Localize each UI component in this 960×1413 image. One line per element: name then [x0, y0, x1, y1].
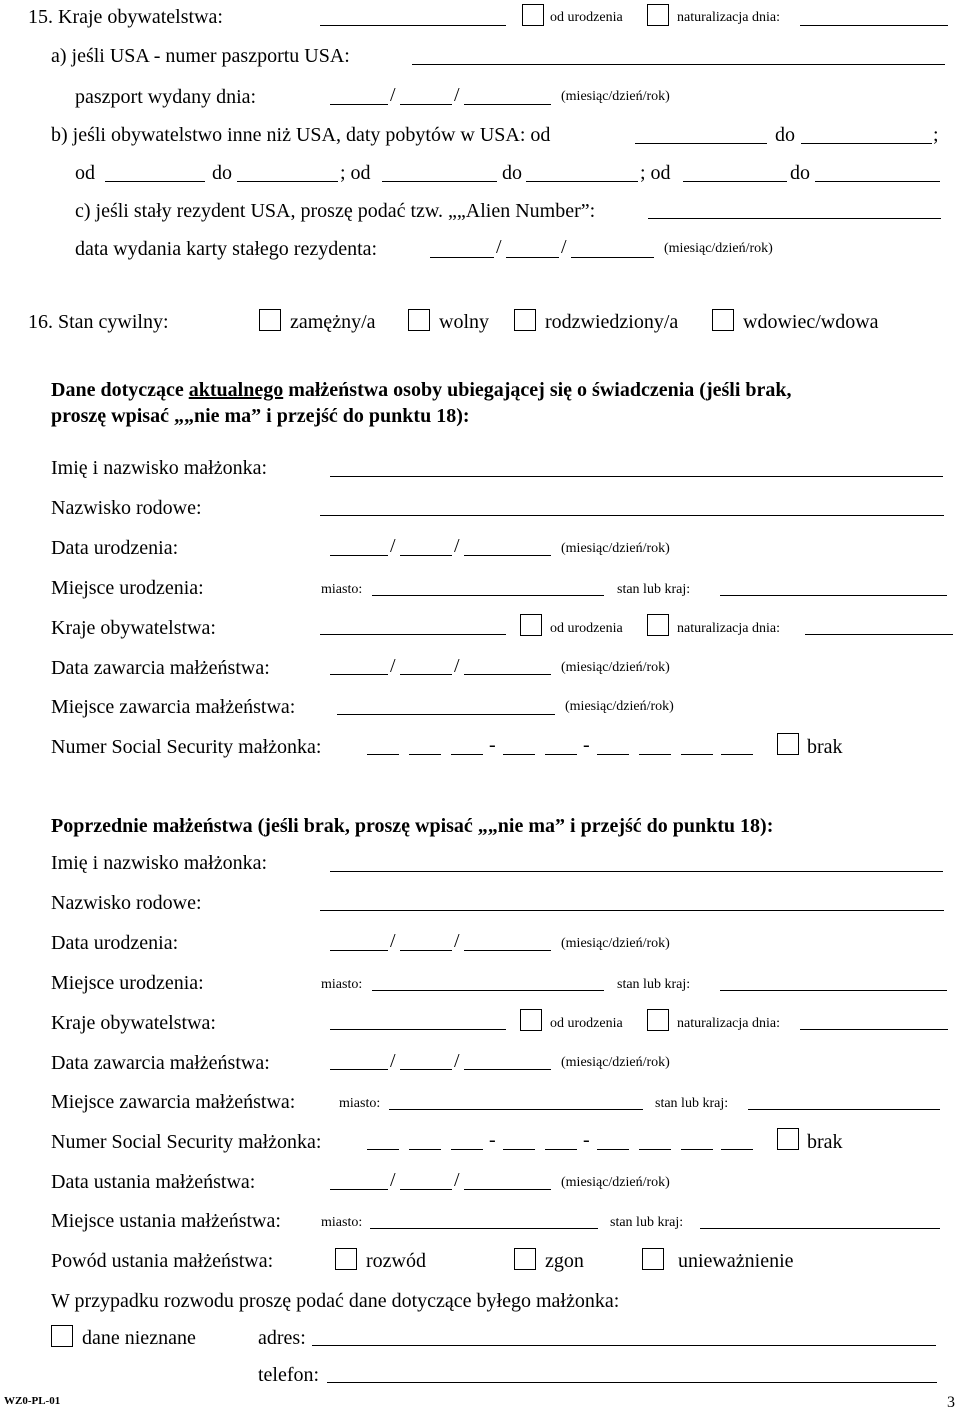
- prev-maiden-name-label: Nazwisko rodowe:: [51, 892, 202, 914]
- marriage-place-field[interactable]: [337, 714, 555, 715]
- prev-spouse-name-label: Imię i nazwisko małżonka:: [51, 852, 268, 874]
- date-format-hint: (miesiąc/dzień/rok): [561, 89, 670, 104]
- from-birth-checkbox[interactable]: [520, 614, 542, 636]
- citizenship-label: Kraje obywatelstwa:: [51, 617, 216, 639]
- slash: /: [390, 1169, 396, 1191]
- naturalization-checkbox[interactable]: [647, 1009, 669, 1031]
- prev-birth-country-field[interactable]: [720, 990, 947, 991]
- alien-number-label: c) jeśli stały rezydent USA, proszę podać tzw. „„Alien Number”:: [75, 200, 596, 222]
- prev-citizenship-field[interactable]: [330, 1029, 506, 1030]
- od-label: od: [75, 162, 95, 184]
- slash: /: [561, 236, 567, 258]
- ssn-dash: -: [583, 1129, 590, 1151]
- dissolution-date-label: Data ustania małżeństwa:: [51, 1171, 256, 1193]
- slash: /: [454, 1050, 460, 1072]
- date-format-hint: (miesiąc/dzień/rok): [561, 1055, 670, 1070]
- birth-city-field[interactable]: [372, 595, 604, 596]
- prev-birth-day-field[interactable]: [400, 950, 452, 951]
- from-birth-label: od urodzenia: [550, 621, 623, 636]
- slash: /: [454, 535, 460, 557]
- slash: /: [390, 1050, 396, 1072]
- ssn-digit-6[interactable]: [597, 754, 629, 755]
- married-checkbox[interactable]: [259, 309, 281, 331]
- ssn-label: Numer Social Security małżonka:: [51, 736, 322, 758]
- prev-marriage-day-field[interactable]: [400, 1069, 452, 1070]
- dissolution-reason-label: Powód ustania małżeństwa:: [51, 1250, 274, 1272]
- marriage-place-label: Miejsce zawarcia małżeństwa:: [51, 696, 296, 718]
- alien-number-field[interactable]: [648, 218, 941, 219]
- birth-day-field[interactable]: [400, 555, 452, 556]
- ssn-digit-2[interactable]: [409, 754, 441, 755]
- birth-date-label: Data urodzenia:: [51, 537, 179, 559]
- prev-marriage-month-field[interactable]: [330, 1069, 388, 1070]
- birth-country-field[interactable]: [720, 595, 947, 596]
- stay-to-field-2[interactable]: [237, 181, 338, 182]
- do-label: do: [775, 124, 795, 146]
- dissolution-country-field[interactable]: [700, 1228, 940, 1229]
- widowed-checkbox[interactable]: [712, 309, 734, 331]
- from-birth-label: od urodzenia: [550, 10, 623, 25]
- spouse-name-field[interactable]: [330, 476, 943, 477]
- do-label: do: [790, 162, 810, 184]
- prev-ssn-digit-1[interactable]: [367, 1149, 399, 1150]
- prev-marriage-country-field[interactable]: [748, 1109, 940, 1110]
- spouse-citizenship-field[interactable]: [320, 634, 506, 635]
- prev-marriage-city-field[interactable]: [389, 1109, 643, 1110]
- date-format-hint: (miesiąc/dzień/rok): [561, 660, 670, 675]
- death-checkbox[interactable]: [514, 1248, 536, 1270]
- prev-birth-year-field[interactable]: [464, 950, 551, 951]
- semi-od-label: ; od: [640, 162, 671, 184]
- ssn-dash: -: [583, 734, 590, 756]
- do-label: do: [212, 162, 232, 184]
- stay-to-field-4[interactable]: [815, 181, 940, 182]
- dissolution-place-label: Miejsce ustania małżeństwa:: [51, 1210, 281, 1232]
- marriage-month-field[interactable]: [330, 674, 388, 675]
- address-field[interactable]: [312, 1345, 936, 1346]
- city-label: miasto:: [339, 1096, 381, 1111]
- prev-citizenship-label: Kraje obywatelstwa:: [51, 1012, 216, 1034]
- page-number: 3: [947, 1394, 955, 1411]
- prev-birth-city-field[interactable]: [372, 990, 604, 991]
- slash: /: [390, 535, 396, 557]
- address-label: adres:: [258, 1327, 306, 1349]
- unknown-data-checkbox[interactable]: [51, 1325, 73, 1347]
- prev-marriage-date-label: Data zawarcia małżeństwa:: [51, 1052, 270, 1074]
- annulment-label: unieważnienie: [678, 1250, 794, 1272]
- semicolon: ;: [933, 124, 939, 146]
- birth-month-field[interactable]: [330, 555, 388, 556]
- single-label: wolny: [439, 311, 489, 333]
- marriage-day-field[interactable]: [400, 674, 452, 675]
- ssn-digit-7[interactable]: [639, 754, 671, 755]
- green-card-year-field[interactable]: [571, 257, 654, 258]
- single-checkbox[interactable]: [408, 309, 430, 331]
- spouse-name-label: Imię i nazwisko małżonka:: [51, 457, 268, 479]
- semi-od-label: ; od: [340, 162, 371, 184]
- phone-field[interactable]: [327, 1382, 937, 1383]
- usa-passport-field[interactable]: [412, 64, 945, 65]
- green-card-date-label: data wydania karty stałego rezydenta:: [75, 238, 378, 260]
- prev-marriage-year-field[interactable]: [464, 1069, 551, 1070]
- section-15-title: 15. Kraje obywatelstwa:: [28, 6, 223, 28]
- passport-month-field[interactable]: [330, 104, 388, 105]
- annulment-checkbox[interactable]: [642, 1248, 664, 1270]
- stay-to-field-1[interactable]: [801, 143, 932, 144]
- ssn-dash: -: [489, 734, 496, 756]
- previous-marriages-heading: Poprzednie małżeństwa (jeśli brak, proszę wpisać „„nie ma” i przejść do punktu 18):: [51, 815, 774, 837]
- naturalization-label: naturalizacja dnia:: [677, 1016, 780, 1031]
- widowed-label: wdowiec/wdowa: [743, 311, 879, 333]
- divorced-label: rodzwiedziony/a: [545, 311, 679, 333]
- birth-place-label: Miejsce urodzenia:: [51, 577, 204, 599]
- dissolution-year-field[interactable]: [464, 1189, 551, 1190]
- state-country-label: stan lub kraj:: [655, 1096, 729, 1111]
- slash: /: [454, 655, 460, 677]
- divorced-checkbox[interactable]: [514, 309, 536, 331]
- stay-from-field-4[interactable]: [683, 181, 787, 182]
- form-code: WZ0-PL-01: [4, 1395, 61, 1407]
- city-label: miasto:: [321, 1215, 363, 1230]
- prev-birth-date-label: Data urodzenia:: [51, 932, 179, 954]
- ssn-digit-9[interactable]: [721, 754, 753, 755]
- naturalization-date-field[interactable]: [805, 634, 953, 635]
- prev-ssn-digit-3[interactable]: [451, 1149, 483, 1150]
- green-card-day-field[interactable]: [506, 257, 559, 258]
- maiden-name-field[interactable]: [320, 515, 944, 516]
- do-label: do: [502, 162, 522, 184]
- prev-ssn-digit-9[interactable]: [721, 1149, 753, 1150]
- slash: /: [496, 236, 502, 258]
- prev-no-ssn-checkbox[interactable]: [777, 1128, 799, 1150]
- slash: /: [390, 930, 396, 952]
- passport-year-field[interactable]: [464, 104, 551, 105]
- city-label: miasto:: [321, 582, 363, 597]
- naturalization-checkbox[interactable]: [647, 4, 669, 26]
- from-birth-label: od urodzenia: [550, 1016, 623, 1031]
- date-format-hint: (miesiąc/dzień/rok): [664, 241, 773, 256]
- ssn-digit-4[interactable]: [503, 754, 535, 755]
- death-label: zgon: [545, 1250, 584, 1272]
- prev-marriage-place-label: Miejsce zawarcia małżeństwa:: [51, 1091, 296, 1113]
- naturalization-label: naturalizacja dnia:: [677, 10, 780, 25]
- slash: /: [454, 930, 460, 952]
- prev-spouse-name-field[interactable]: [330, 871, 943, 872]
- no-ssn-checkbox[interactable]: [777, 733, 799, 755]
- prev-ssn-digit-5[interactable]: [545, 1149, 577, 1150]
- prev-ssn-digit-2[interactable]: [409, 1149, 441, 1150]
- ssn-digit-8[interactable]: [681, 754, 713, 755]
- date-format-hint: (miesiąc/dzień/rok): [561, 1175, 670, 1190]
- stays-label: b) jeśli obywatelstwo inne niż USA, daty pobytów w USA: od: [51, 124, 551, 146]
- ssn-digit-5[interactable]: [545, 754, 577, 755]
- naturalization-date-field[interactable]: [800, 1029, 948, 1030]
- ssn-digit-1[interactable]: [367, 754, 399, 755]
- divorce-info-label: W przypadku rozwodu proszę podać dane dotyczące byłego małżonka:: [51, 1290, 620, 1312]
- divorce-checkbox[interactable]: [335, 1248, 357, 1270]
- slash: /: [454, 1169, 460, 1191]
- married-label: zamężny/a: [290, 311, 376, 333]
- current-marriage-heading-line2: proszę wpisać „„nie ma” i przejść do punktu 18):: [51, 405, 470, 427]
- maiden-name-label: Nazwisko rodowe:: [51, 497, 202, 519]
- prev-ssn-label: Numer Social Security małżonka:: [51, 1131, 322, 1153]
- stay-from-field-2[interactable]: [105, 181, 205, 182]
- section-16-title: 16. Stan cywilny:: [28, 311, 169, 333]
- no-ssn-label: brak: [807, 1131, 843, 1153]
- prev-birth-month-field[interactable]: [330, 950, 388, 951]
- no-ssn-label: brak: [807, 736, 843, 758]
- prev-maiden-name-field[interactable]: [320, 910, 944, 911]
- slash: /: [390, 655, 396, 677]
- state-country-label: stan lub kraj:: [617, 977, 691, 992]
- prev-ssn-digit-7[interactable]: [639, 1149, 671, 1150]
- slash: /: [390, 84, 396, 106]
- slash: /: [454, 84, 460, 106]
- city-label: miasto:: [321, 977, 363, 992]
- state-country-label: stan lub kraj:: [617, 582, 691, 597]
- birth-year-field[interactable]: [464, 555, 551, 556]
- stay-from-field-3[interactable]: [382, 181, 497, 182]
- ssn-digit-3[interactable]: [451, 754, 483, 755]
- naturalization-label: naturalizacja dnia:: [677, 621, 780, 636]
- unknown-data-label: dane nieznane: [82, 1327, 196, 1349]
- prev-ssn-digit-4[interactable]: [503, 1149, 535, 1150]
- dissolution-month-field[interactable]: [330, 1189, 388, 1190]
- state-country-label: stan lub kraj:: [610, 1215, 684, 1230]
- phone-label: telefon:: [258, 1364, 320, 1386]
- green-card-month-field[interactable]: [430, 257, 494, 258]
- from-birth-checkbox[interactable]: [522, 4, 544, 26]
- dissolution-day-field[interactable]: [400, 1189, 452, 1190]
- from-birth-checkbox[interactable]: [520, 1009, 542, 1031]
- prev-ssn-digit-8[interactable]: [681, 1149, 713, 1150]
- prev-ssn-digit-6[interactable]: [597, 1149, 629, 1150]
- naturalization-date-field[interactable]: [800, 25, 948, 26]
- usa-passport-label: a) jeśli USA - numer paszportu USA:: [51, 45, 350, 67]
- passport-issued-label: paszport wydany dnia:: [75, 86, 257, 108]
- divorce-label: rozwód: [366, 1250, 426, 1272]
- date-format-hint: (miesiąc/dzień/rok): [565, 699, 674, 714]
- stay-to-field-3[interactable]: [526, 181, 638, 182]
- date-format-hint: (miesiąc/dzień/rok): [561, 936, 670, 951]
- date-format-hint: (miesiąc/dzień/rok): [561, 541, 670, 556]
- current-marriage-heading: Dane dotyczące aktualnego małżeństwa osoby ubiegającej się o świadczenia (jeśli brak,: [51, 379, 792, 401]
- dissolution-city-field[interactable]: [370, 1228, 598, 1229]
- marriage-date-label: Data zawarcia małżeństwa:: [51, 657, 270, 679]
- passport-day-field[interactable]: [400, 104, 452, 105]
- naturalization-checkbox[interactable]: [647, 614, 669, 636]
- marriage-year-field[interactable]: [464, 674, 551, 675]
- ssn-dash: -: [489, 1129, 496, 1151]
- citizenship-country-field[interactable]: [320, 25, 506, 26]
- prev-birth-place-label: Miejsce urodzenia:: [51, 972, 204, 994]
- stay-from-field-1[interactable]: [635, 143, 767, 144]
